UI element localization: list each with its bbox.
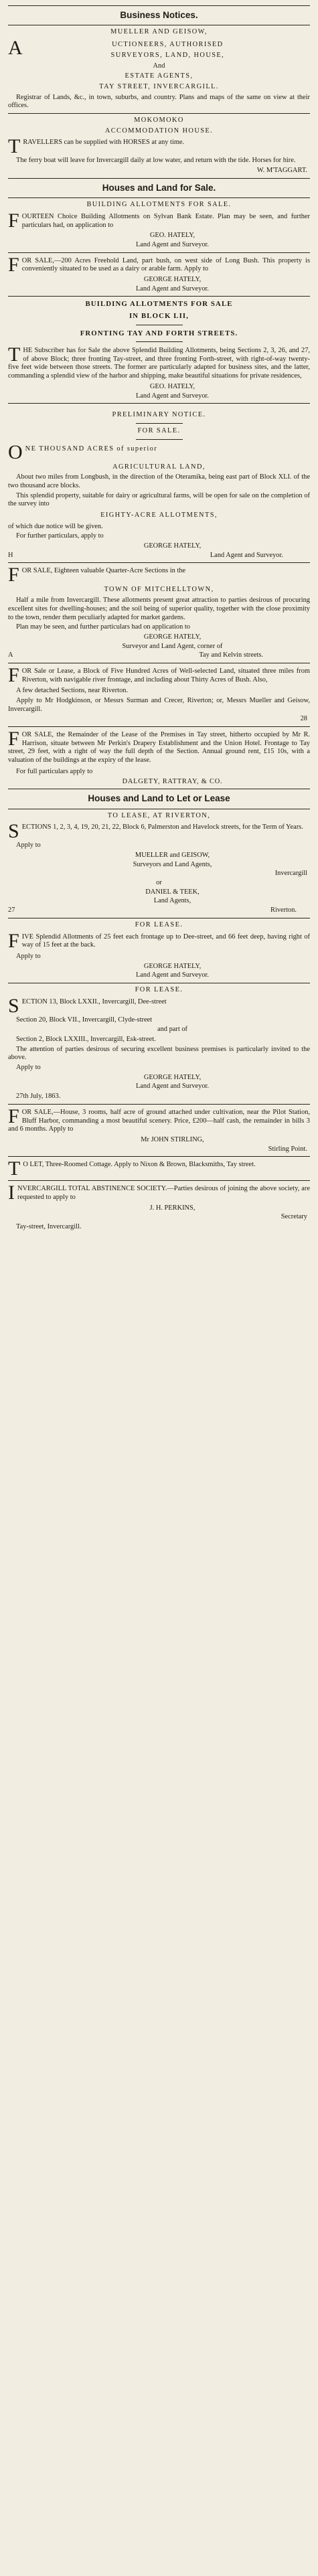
advert-heading: ESTATE AGENTS,: [125, 72, 193, 80]
advert-block-lii: [8, 299, 310, 400]
advert-signature: Land Agent and Surveyor.: [210, 551, 283, 559]
advert-body: For further particulars, apply to: [16, 532, 104, 540]
advert-bluff-house: [8, 1107, 310, 1153]
advert-body: IVE Splendid Allotments of 25 feet each frontage up to Dee-street, and 66 feet deep, having right of way of 15 feet at the back.: [21, 933, 310, 949]
advert-signature: Surveyors and Land Agents,: [133, 860, 212, 868]
divider: [8, 1104, 310, 1105]
advert-signature: GEORGE HATELY,: [143, 542, 202, 550]
advert-body: Apply to: [16, 841, 41, 850]
divider: [136, 341, 183, 342]
advert-body: A few detached Sections, near Riverton.: [16, 687, 129, 695]
divider: [8, 296, 310, 297]
advert-number: 28: [300, 715, 307, 723]
advert-signature: GEO. HATELY,: [149, 232, 195, 240]
advert-mark: H: [8, 551, 13, 559]
advert-section-13: [8, 986, 310, 1101]
advert-body: O LET, Three-Roomed Cottage. Apply to Nixon & Brown, Blacksmiths, Tay street.: [23, 1161, 256, 1169]
divider: [8, 1156, 310, 1157]
advert-heading: TOWN OF MITCHELLTOWN,: [104, 586, 214, 594]
advert-signature: GEORGE HATELY,: [143, 962, 202, 970]
advert-signature: Stirling Point.: [268, 1145, 307, 1153]
advert-title: FRONTING TAY AND FORTH STREETS.: [80, 329, 238, 337]
advert-title: ACCOMMODATION HOUSE.: [104, 127, 214, 135]
advert-signature: Tay and Kelvin streets.: [199, 651, 263, 659]
advert-signature: DALGETY, RATTRAY, & CO.: [122, 777, 223, 785]
section-header-houses-sale: Houses and Land for Sale.: [8, 178, 310, 198]
advert-riverton-block: [8, 666, 310, 724]
drop-cap: S: [8, 822, 19, 841]
advert-heading: TAY STREET, INVERCARGILL.: [99, 82, 219, 90]
section-header-business: Business Notices.: [8, 5, 310, 25]
advert-mokomoko: [8, 116, 310, 175]
drop-cap: F: [8, 255, 19, 275]
advert-signature: MUELLER and GEISOW,: [135, 852, 210, 860]
advert-signature: Invercargill: [274, 870, 307, 878]
drop-cap: T: [8, 137, 21, 156]
advert-body: OURTEEN Choice Building Allotments on Sylvan Bank Estate. Plan may be seen, and further particulars had, on application to: [21, 212, 310, 229]
advert-mark: A: [8, 651, 13, 659]
divider: [8, 113, 310, 114]
divider: [8, 726, 310, 727]
advert-signature: GEO. HATELY,: [149, 382, 195, 390]
advert-date: 27th July, 1863.: [16, 1093, 61, 1101]
advert-body: OR Sale or Lease, a Block of Five Hundred Acres of Well-selected Land, situated three miles from Riverton, with navigable river frontage, and including about Thirty Acres of Bush. Also,: [21, 667, 310, 683]
advert-signature: GEORGE HATELY,: [143, 1073, 202, 1081]
advert-signature: Land Agents,: [153, 897, 191, 905]
advert-text: And: [153, 62, 165, 70]
advert-signature: J. H. PERKINS,: [149, 1204, 195, 1212]
drop-cap: I: [8, 1184, 15, 1204]
advert-cottage: [8, 1159, 310, 1178]
advert-body: HE Subscriber has for Sale the above Splendid Building Allotments, being Sections 2, 3, 26, and 27, of above Block; three fronting Tay-street, and three fronting Forth-street, with right-of-way twenty-five feet wide between those streets. The former are particularly adapted for business sites, and the latter, commanding a splendid view of the harbor and shipping, make beautiful situations for private residences,: [8, 347, 310, 380]
advert-title: MUELLER AND GEISOW,: [110, 28, 208, 36]
advert-five-allotments: [8, 921, 310, 980]
advert-sylvan-bank: [8, 201, 310, 249]
advert-body: OR SALE, the Remainder of the Lease of the Premises in Tay street, hitherto occupied by Mr R. Harrison, situate between Mr Perkin's Drapery Establishment and the Union Hotel. Frontage to Tay street, 29 feet, with a right of way the full depth of the Section. Annual ground rent, £15 10s, with a valuation of the buildings at the expiry of the lease.: [8, 731, 310, 764]
advert-body: Half a mile from Invercargill. These allotments present great attraction to parties desirous of procuring excellent sites for dwelling-houses; and the soil being of superior quality, together with the close proximity to the town, render them peculiarly adapted for market gardens.: [8, 596, 310, 621]
divider: [136, 439, 183, 440]
drop-cap: T: [8, 1159, 21, 1178]
advert-signature: Land Agent and Surveyor.: [135, 240, 210, 248]
advert-signature: GEORGE HATELY,: [143, 276, 202, 283]
drop-cap: F: [8, 211, 19, 232]
advert-heading: UCTIONEERS, AUTHORISED: [112, 41, 224, 49]
advert-number: 27: [8, 906, 15, 914]
advert-title: BUILDING ALLOTMENTS FOR SALE.: [86, 201, 232, 209]
advert-mitchelltown: [8, 566, 310, 660]
advert-title: FOR LEASE.: [135, 985, 183, 993]
advert-body: Apply to: [16, 1064, 41, 1072]
drop-cap: A: [8, 39, 23, 60]
advert-mueller-geisow: [8, 28, 310, 110]
advert-body: NVERCARGILL TOTAL ABSTINENCE SOCIETY.—Parties desirous of joining the above society, are requested to apply to: [17, 1185, 310, 1201]
advert-signature: Land Agent and Surveyor.: [135, 392, 210, 400]
advert-signature: DANIEL & TEEK,: [145, 888, 200, 896]
advert-signature: Land Agent and Surveyor.: [135, 1082, 210, 1091]
advert-body: Apply to Mr Hodgkinson, or Messrs Surman and Crecer, Riverton; or, Messrs Mueller and Geisow, Invercargill.: [8, 697, 310, 713]
advert-body: Section 20, Block VII., Invercargill, Clyde-street: [16, 1016, 153, 1024]
divider: [136, 423, 183, 424]
advert-body: of which due notice will be given.: [8, 522, 103, 530]
advert-signature: Secretary: [281, 1213, 307, 1221]
advert-signature: Land Agent and Surveyor.: [135, 285, 210, 293]
advert-signature: W. M'TAGGART.: [256, 167, 307, 175]
divider: [8, 403, 310, 404]
advert-text: and part of: [157, 1026, 187, 1034]
advert-body: Apply to: [16, 952, 41, 960]
advert-body: For full particulars apply to: [16, 767, 93, 775]
advert-body: Registrar of Lands, &c., in town, suburbs, and country. Plans and maps of the same on view at their offices.: [8, 93, 310, 110]
advert-heading: SURVEYORS, LAND, HOUSE,: [110, 51, 225, 59]
advert-body: The ferry boat will leave for Invercargill daily at low water, and return with the tide. Horses for hire.: [16, 157, 296, 165]
advert-heading: NE THOUSAND ACRES of superior: [25, 445, 158, 453]
advert-title: TO LEASE, AT RIVERTON,: [107, 811, 211, 819]
advert-body: OR SALE, Eighteen valuable Quarter-Acre Sections in the: [21, 567, 186, 575]
advert-body: The attention of parties desirous of securing excellent business premises is particularly invited to the above.: [8, 1045, 310, 1062]
advert-text: or: [156, 879, 162, 887]
advert-riverton-lease: [8, 812, 310, 915]
advert-signature: Riverton.: [270, 906, 297, 914]
drop-cap: F: [8, 730, 19, 750]
advert-abstinence-society: [8, 1184, 310, 1231]
advert-title: IN BLOCK LII,: [129, 311, 189, 320]
advert-title: PRELIMINARY NOTICE.: [112, 411, 206, 419]
advert-title: FOR SALE.: [137, 426, 181, 434]
advert-body: About two miles from Longbush, in the direction of the Oteramika, being east part of Block XLI. of the two thousand acre blocks.: [8, 473, 310, 489]
advert-signature: Mr JOHN STIRLING,: [141, 1135, 204, 1143]
drop-cap: F: [8, 566, 19, 584]
advert-body: Plan may be seen, and further particulars had on application to: [16, 623, 190, 631]
advert-title: MOKOMOKO: [134, 116, 184, 124]
advert-title: BUILDING ALLOTMENTS FOR SALE: [85, 300, 233, 309]
drop-cap: T: [8, 345, 21, 366]
advert-body: ECTIONS 1, 2, 3, 4, 19, 20, 21, 22, Block 6, Palmerston and Havelock streets, for the Term of Years.: [21, 823, 303, 831]
advert-title: FOR LEASE.: [135, 920, 183, 929]
divider: [8, 562, 310, 563]
advert-heading: AGRICULTURAL LAND,: [112, 463, 206, 471]
divider: [8, 1180, 310, 1181]
advert-tay-street-premises: [8, 730, 310, 786]
advert-signature: Surveyor and Land Agent, corner of: [122, 642, 223, 650]
advert-agricultural-land: [8, 406, 310, 560]
drop-cap: F: [8, 931, 19, 951]
divider: [8, 252, 310, 253]
advert-body: OR SALE,—200 Acres Freehold Land, part bush, on west side of Long Bush. This property is conveniently situated to be used as a dairy or arable farm. Apply to: [21, 256, 310, 273]
drop-cap: O: [8, 442, 23, 461]
section-header-houses-let: Houses and Land to Let or Lease: [8, 789, 310, 809]
advert-body: ECTION 13, Block LXXII., Invercargill, Dee-street: [21, 997, 167, 1005]
advert-signature: Land Agent and Surveyor.: [135, 971, 210, 979]
advert-body: OR SALE,—House, 3 rooms, half acre of ground attached under cultivation, near the Pilot Station, Bluff Harbor, commanding a most beautiful scenery. Price, £200—half cash, the remainder in bills 3 and 6 months. Apply to: [8, 1108, 310, 1133]
advert-body: Section 2, Block LXXIII., Invercargill, Esk-street.: [16, 1036, 156, 1044]
drop-cap: F: [8, 1107, 19, 1127]
advert-signature: GEORGE HATELY,: [143, 633, 202, 641]
drop-cap: F: [8, 665, 19, 686]
advert-heading: EIGHTY-ACRE ALLOTMENTS,: [100, 511, 218, 519]
drop-cap: S: [8, 996, 19, 1015]
advert-body: This splendid property, suitable for dairy or agricultural farms, will be open for sale on the completion of the survey into: [8, 491, 310, 508]
advert-text: Tay-street, Invercargill.: [16, 1223, 82, 1231]
advert-long-bush: [8, 256, 310, 294]
advert-body: RAVELLERS can be supplied with HORSES at any time.: [23, 139, 185, 147]
